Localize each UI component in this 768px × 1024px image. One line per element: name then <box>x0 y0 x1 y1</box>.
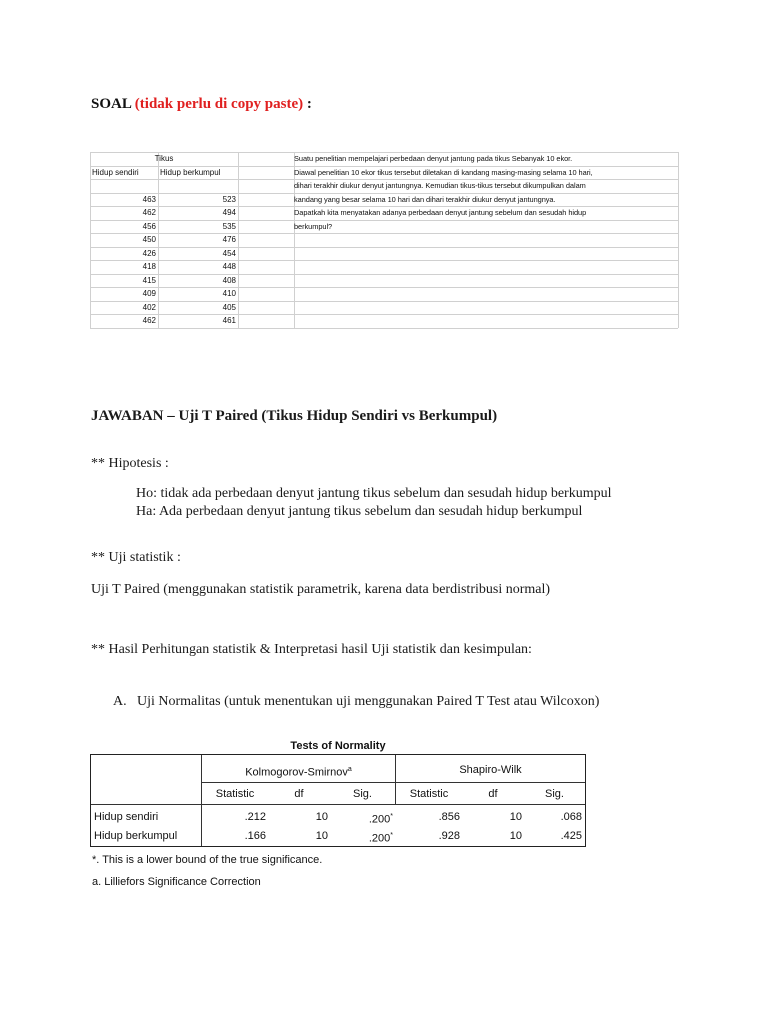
description-line: Suatu penelitian mempelajari perbedaan denyut jantung pada tikus Sebanyak 10 ekor. <box>294 154 573 163</box>
table-divider <box>201 782 585 783</box>
footnote: a. Lilliefors Significance Correction <box>92 876 261 888</box>
grid-line <box>678 152 679 328</box>
description-line: Diawal penelitian 10 ekor tikus tersebut diletakan di kandang masing-masing selama 10 hari, <box>294 167 593 177</box>
alternative-hypothesis: Ha: Ada perbedaan denyut jantung tikus sebelum dan sesudah hidup berkumpul <box>136 504 583 519</box>
data-cell-berkumpul: 523 <box>222 194 236 204</box>
data-table <box>90 152 678 328</box>
ks-group-header: Kolmogorov-Smirnov$^a$ <box>245 766 352 779</box>
uji-statistik-label: ** Uji statistik : <box>91 550 181 565</box>
subheader: Statistic <box>215 788 255 800</box>
data-cell-sendiri: 426 <box>142 248 156 258</box>
hipotesis-label: ** Hipotesis : <box>91 456 169 471</box>
ks-df: 10 <box>315 811 328 823</box>
data-cell-berkumpul: 535 <box>222 221 236 231</box>
ks-sig: .200* <box>368 832 393 845</box>
data-table-group-header: Tikus <box>154 154 174 163</box>
answer-title: JAWABAN – Uji T Paired (Tikus Hidup Sendiri vs Berkumpul) <box>91 408 498 424</box>
data-cell-sendiri: 418 <box>142 262 156 271</box>
soal-heading <box>91 96 312 113</box>
sw-df: 10 <box>509 811 522 823</box>
ks-statistic: .166 <box>244 830 266 842</box>
data-cell-sendiri: 450 <box>142 235 156 244</box>
subheader: Statistic <box>409 788 449 800</box>
section-a-heading: Uji Normalitas (untuk menentukan uji menggunakan Paired T Test atau Wilcoxon) <box>137 694 600 709</box>
data-cell-sendiri: 462 <box>142 316 156 325</box>
subheader: Sig. <box>545 788 564 800</box>
data-table-col-header: Hidup sendiri <box>92 167 139 177</box>
data-cell-berkumpul: 494 <box>222 208 236 217</box>
data-cell-sendiri: 402 <box>142 302 156 312</box>
normality-table <box>90 754 586 847</box>
data-cell-berkumpul: 410 <box>222 289 236 298</box>
sw-statistic: .928 <box>438 830 460 842</box>
sw-sig: .068 <box>560 811 582 823</box>
data-cell-berkumpul: 405 <box>222 302 236 312</box>
subheader: Sig. <box>353 788 372 800</box>
ks-df: 10 <box>315 830 328 842</box>
ks-statistic: .212 <box>244 811 266 823</box>
grid-line <box>90 328 678 329</box>
sw-df: 10 <box>509 830 522 842</box>
data-table-col-header: Hidup berkumpul <box>160 167 221 177</box>
description-line: Dapatkah kita menyatakan adanya perbedaan denyut jantung sebelum dan sesudah hidup <box>294 208 587 217</box>
description-line: berkumpul? <box>294 221 333 231</box>
sw-statistic: .856 <box>438 811 460 823</box>
normality-table-title: Tests of Normality <box>290 740 386 752</box>
soal-note: (tidak perlu di copy paste) <box>134 96 304 112</box>
section-a-letter: A. <box>113 694 127 709</box>
data-cell-berkumpul: 476 <box>222 235 236 244</box>
null-hypothesis: Ho: tidak ada perbedaan denyut jantung tikus sebelum dan sesudah hidup berkumpul <box>136 486 612 501</box>
data-cell-sendiri: 409 <box>142 289 156 298</box>
sw-sig: .425 <box>560 830 582 842</box>
ks-sig: .200* <box>368 813 393 826</box>
footnote: *. This is a lower bound of the true significance. <box>92 854 323 866</box>
row-label: Hidup berkumpul <box>94 830 178 842</box>
sw-group-header: Shapiro-Wilk <box>459 764 522 776</box>
grid-line <box>238 152 239 328</box>
table-divider <box>91 804 585 805</box>
data-cell-berkumpul: 448 <box>222 262 236 271</box>
subheader: df <box>488 788 498 800</box>
data-cell-sendiri: 462 <box>142 208 156 217</box>
uji-statistik-description: Uji T Paired (menggunakan statistik parametrik, karena data berdistribusi normal) <box>91 582 551 597</box>
row-label: Hidup sendiri <box>94 811 159 823</box>
subheader: df <box>294 788 304 800</box>
hasil-label: ** Hasil Perhitungan statistik & Interpretasi hasil Uji statistik dan kesimpulan: <box>91 642 532 657</box>
description-line: dihari terakhir diukur denyut jantungnya. Kemudian tikus-tikus tersebut dikumpulkan dalam <box>294 181 586 190</box>
data-cell-berkumpul: 454 <box>222 248 236 258</box>
data-cell-berkumpul: 408 <box>222 275 236 285</box>
description-line: kandang yang besar selama 10 hari dan dihari terakhir diukur denyut jantungnya. <box>294 194 556 204</box>
data-cell-sendiri: 456 <box>142 221 156 231</box>
data-cell-sendiri: 463 <box>142 194 156 204</box>
data-cell-sendiri: 415 <box>142 275 156 285</box>
data-cell-berkumpul: 461 <box>222 316 236 325</box>
soal-colon: : <box>306 96 312 112</box>
soal-label: SOAL <box>91 96 132 112</box>
